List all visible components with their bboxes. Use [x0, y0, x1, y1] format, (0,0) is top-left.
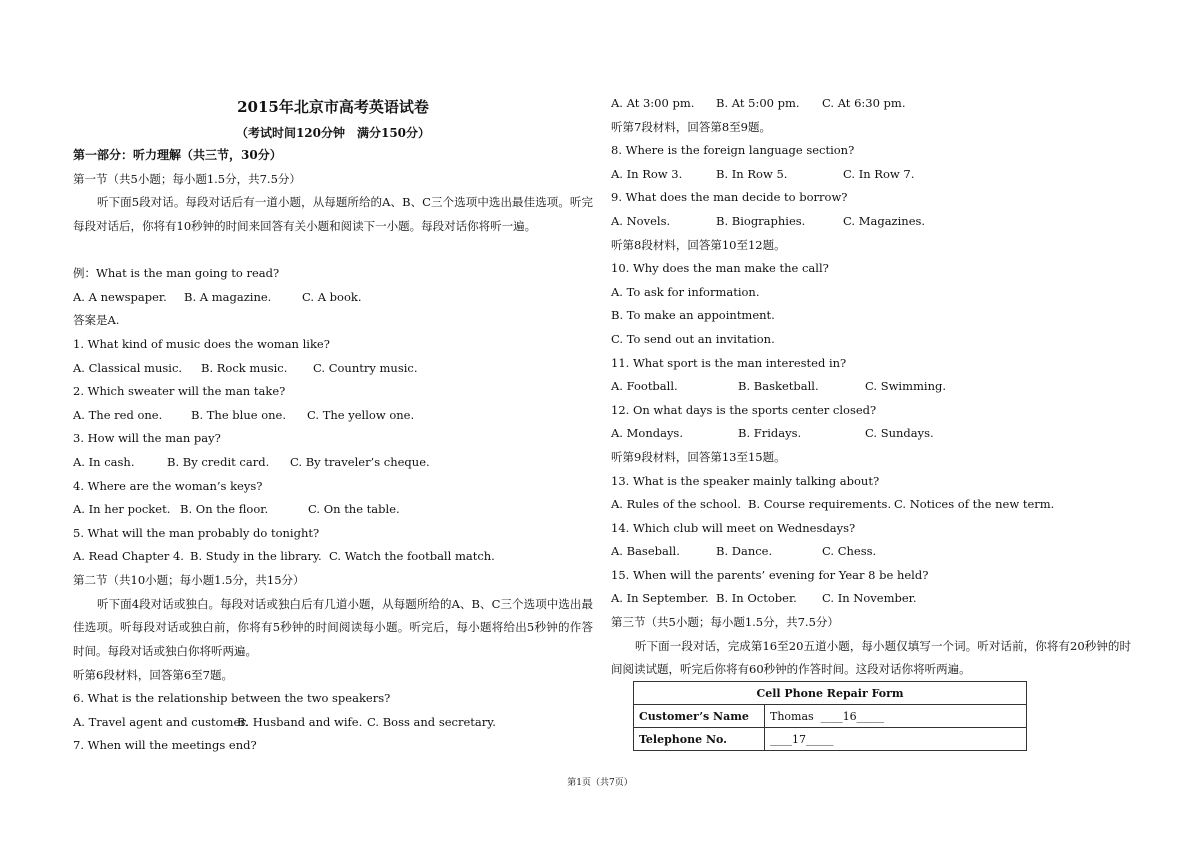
question-2: 2. Which sweater will the man take? [73, 384, 286, 399]
question-9-options [611, 210, 1131, 234]
question-2-options [73, 404, 593, 428]
material-note-9: 听第9段材料，回答第13至15题。 [611, 449, 786, 464]
material-note-7: 听第7段材料，回答第8至9题。 [611, 119, 771, 134]
option-c: C. By traveler’s cheque. [290, 454, 430, 469]
option-c: C. On the table. [308, 502, 400, 517]
question-8-options [611, 163, 1131, 187]
option-b: B. On the floor. [180, 502, 269, 517]
option-a: A. Read Chapter 4. [73, 549, 184, 564]
right-column [611, 92, 1131, 746]
question-10: 10. Why does the man make the call? [611, 261, 829, 276]
page-title: 2015年北京市高考英语试卷 [237, 98, 429, 116]
question-1: 1. What kind of music does the woman like? [73, 336, 330, 351]
option-a: A. Football. [611, 379, 678, 394]
material-note-8: 听第8段材料，回答第10至12题。 [611, 237, 786, 252]
question-5: 5. What will the man probably do tonight? [73, 525, 320, 540]
question-12: 12. On what days is the sports center closed? [611, 402, 877, 417]
option-c: C. The yellow one. [307, 407, 415, 422]
option-b: B. Husband and wife. [237, 714, 363, 729]
customer-name-cell [765, 705, 1027, 728]
option-a: A. Rules of the school. [611, 497, 741, 512]
example-options [73, 286, 593, 310]
section1-instructions: 听下面5段对话。每段对话后有一道小题，从每题所给的A、B、C三个选项中选出最佳选项。听完每段对话后，你将有10秒钟的时间来回答有关小题和阅读下一小题。每段对话你将听一遍。 [73, 195, 593, 233]
question-15: 15. When will the parents’ evening for Year 8 be held? [611, 567, 929, 582]
option-b: B. At 5:00 pm. [716, 96, 800, 110]
customer-name-label: Customer’s Name [634, 705, 765, 728]
part1-heading: 第一部分：听力理解（共三节，30分） [73, 148, 282, 162]
option-c: C. A book. [302, 289, 362, 304]
option-a: A. In Row 3. [611, 166, 683, 181]
option-a: A. The red one. [73, 407, 163, 422]
question-3: 3. How will the man pay? [73, 431, 221, 446]
option-a: A. In her pocket. [73, 502, 171, 517]
question-5-options [73, 545, 593, 569]
repair-form-table [633, 681, 1027, 751]
section2-instructions: 听下面4段对话或独白。每段对话或独白后有几道小题，从每题所给的A、B、C三个选项中选出最佳选项。听每段对话或独白前，你将有5秒钟的时间阅读每小题。听完后，每小题将给出5秒钟的作答时间。每段对话或独白你将听两遍。 [73, 596, 593, 658]
question-15-options [611, 587, 1131, 611]
question-10-option-c: C. To send out an invitation. [611, 331, 775, 346]
material-note-6: 听第6段材料，回答第6至7题。 [73, 667, 233, 682]
question-7: 7. When will the meetings end? [73, 738, 257, 753]
option-a: A. A newspaper. [73, 289, 167, 304]
option-b: B. Biographies. [716, 213, 806, 228]
telephone-label: Telephone No. [634, 728, 765, 751]
option-b: B. The blue one. [191, 407, 286, 422]
option-b: B. By credit card. [167, 454, 270, 469]
left-column [73, 92, 593, 758]
option-b: B. Fridays. [738, 426, 802, 441]
option-b: B. In October. [716, 591, 797, 606]
question-13-options [611, 493, 1131, 517]
question-10-option-a: A. To ask for information. [611, 284, 760, 299]
option-c: C. In November. [822, 591, 917, 606]
option-c: C. Sundays. [865, 426, 934, 441]
option-a: A. Novels. [611, 213, 671, 228]
option-c: C. In Row 7. [843, 166, 915, 181]
option-c: C. Swimming. [865, 379, 947, 394]
question-11-options [611, 375, 1131, 399]
question-4-options [73, 498, 593, 522]
option-b: B. Basketball. [738, 379, 819, 394]
question-12-options [611, 422, 1131, 446]
example-answer: 答案是A. [73, 313, 120, 328]
question-4: 4. Where are the woman’s keys? [73, 478, 263, 493]
option-b: B. Study in the library. [190, 549, 322, 564]
option-b: B. Rock music. [201, 360, 288, 375]
example-question: 例：What is the man going to read? [73, 266, 280, 281]
option-c: C. Boss and secretary. [367, 714, 496, 729]
option-c: C. Magazines. [843, 213, 926, 228]
section3-instructions: 听下面一段对话，完成第16至20五道小题，每小题仅填写一个词。听对话前，你将有20秒钟的时间阅读试题，听完后你将有60秒钟的作答时间。这段对话你将听两遍。 [611, 638, 1131, 677]
section1-heading: 第一节（共5小题；每小题1.5分，共7.5分） [73, 171, 301, 186]
option-b: B. A magazine. [184, 289, 272, 304]
option-c: C. Country music. [313, 360, 418, 375]
section3-heading: 第三节（共5小题；每小题1.5分，共7.5分） [611, 615, 839, 630]
blank-16: ____16_____ [820, 709, 885, 723]
option-a: A. At 3:00 pm. [611, 96, 695, 110]
page-footer: 第1页（共7页） [567, 778, 633, 788]
customer-name-value: Thomas [770, 709, 814, 723]
option-a: A. In September. [611, 591, 709, 606]
option-c: C. Chess. [822, 544, 877, 559]
option-c: C. Notices of the new term. [894, 497, 1055, 512]
option-a: A. In cash. [73, 454, 135, 469]
question-9: 9. What does the man decide to borrow? [611, 190, 848, 205]
page-subtitle: （考试时间120分钟 满分150分） [235, 126, 431, 140]
option-a: A. Mondays. [611, 426, 683, 441]
option-b: B. Course requirements. [748, 497, 892, 512]
question-7-options [611, 92, 1131, 116]
option-b: B. Dance. [716, 544, 773, 559]
question-14: 14. Which club will meet on Wednesdays? [611, 520, 856, 535]
telephone-cell [765, 728, 1027, 751]
blank-17: ____17_____ [770, 732, 834, 746]
question-1-options [73, 357, 593, 381]
option-c: C. Watch the football match. [329, 549, 495, 564]
option-a: A. Baseball. [611, 544, 680, 559]
option-a: A. Travel agent and customer. [73, 714, 249, 729]
question-6-options [73, 711, 593, 735]
section2-heading: 第二节（共10小题；每小题1.5分，共15分） [73, 572, 305, 587]
question-14-options [611, 540, 1131, 564]
option-c: C. At 6:30 pm. [822, 96, 906, 110]
question-6: 6. What is the relationship between the two speakers? [73, 691, 391, 706]
question-13: 13. What is the speaker mainly talking about? [611, 473, 880, 488]
form-title: Cell Phone Repair Form [634, 682, 1027, 705]
question-11: 11. What sport is the man interested in? [611, 355, 847, 370]
option-b: B. In Row 5. [716, 166, 788, 181]
option-a: A. Classical music. [73, 360, 183, 375]
question-10-option-b: B. To make an appointment. [611, 308, 775, 323]
question-3-options [73, 451, 593, 475]
question-8: 8. Where is the foreign language section? [611, 143, 855, 158]
